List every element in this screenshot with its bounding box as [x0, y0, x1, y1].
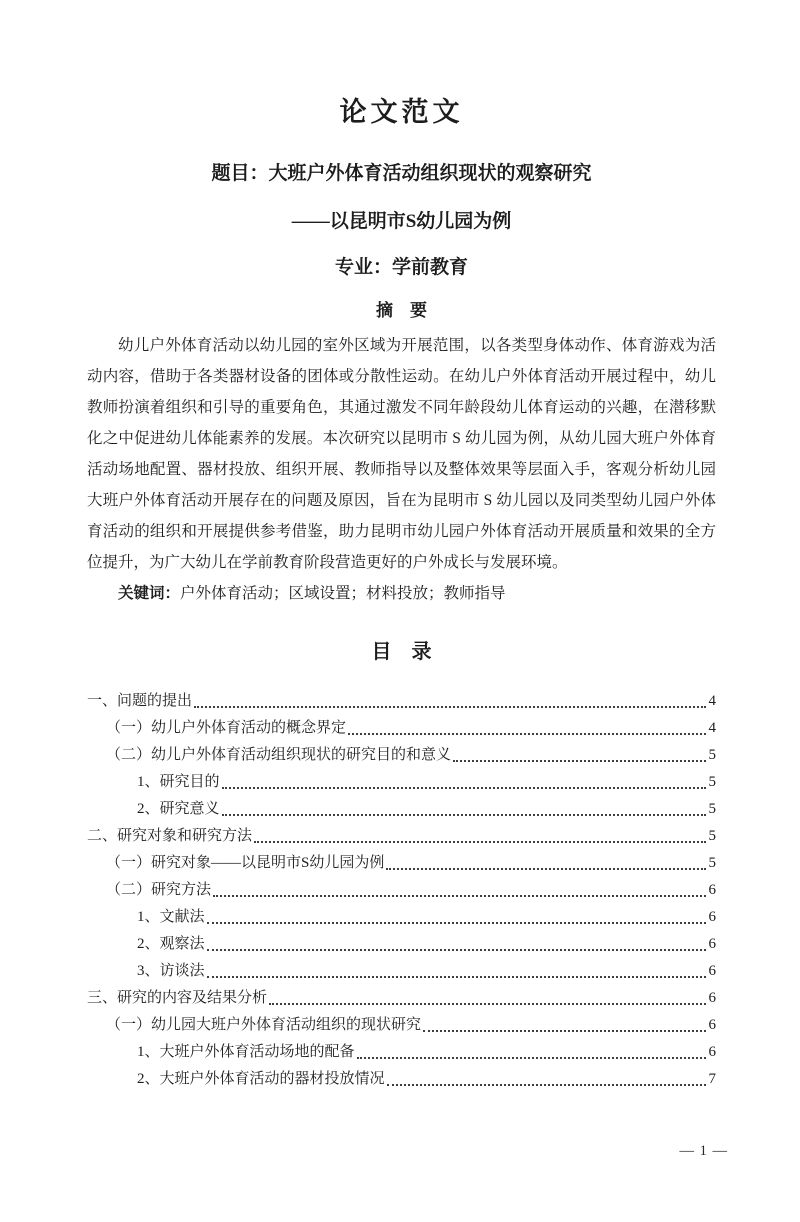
toc-entry-label: 二、研究对象和研究方法	[87, 828, 253, 844]
toc-entry-label: 三、研究的内容及结果分析	[87, 990, 268, 1006]
toc-entry[interactable]	[87, 1039, 716, 1066]
toc-entry-page: 6	[708, 936, 716, 952]
toc-entry-label: 2、观察法	[137, 936, 205, 952]
toc-entry-label: （二）研究方法	[106, 882, 212, 898]
document-title: 论文范文	[339, 97, 464, 127]
toc-dot-leader	[254, 841, 705, 843]
toc-entry-page: 5	[708, 747, 716, 763]
page-number: — 1 —	[679, 1143, 728, 1159]
toc-entry-label: （一）幼儿园大班户外体育活动组织的现状研究	[106, 1017, 422, 1033]
toc-dot-leader	[194, 706, 705, 708]
toc-entry-page: 6	[708, 990, 716, 1006]
toc-entry-label: （二）幼儿户外体育活动组织现状的研究目的和意义	[106, 747, 452, 763]
toc-entry[interactable]	[87, 769, 716, 796]
keywords-label: 关键词：	[118, 585, 181, 602]
toc-entry[interactable]	[87, 958, 716, 985]
toc-entry-page: 5	[708, 828, 716, 844]
toc-entry-label: 1、文献法	[137, 909, 205, 925]
toc-entry-page: 6	[708, 1017, 716, 1033]
toc-entry-page: 6	[708, 1044, 716, 1060]
toc-dot-leader	[222, 814, 706, 816]
toc-entry-page: 5	[708, 801, 716, 817]
thesis-subtopic-line: ——以昆明市S幼儿园为例	[291, 211, 512, 232]
abstract-paragraph: 幼儿户外体育活动以幼儿园的室外区域为开展范围，以各类型身体动作、体育游戏为活动内容，借助于各类器材设备的团体或分散性运动。在幼儿户外体育活动开展过程中，幼儿教师扮演着组织和引导的重要角色，其通过激发不同年龄段幼儿体育运动的兴趣，在潜移默化之中促进幼儿体能素养的发展。本次研究以昆明市 S 幼儿园为例，从幼儿园大班户外体育活动场地配置、器材投放、组织开展、教师指导以及整体效果等层面入手，客观分析幼儿园大班户外体育活动开展存在的问题及原因，旨在为昆明市 S 幼儿园以及同类型幼儿园户外体育活动的组织和开展提供参考借鉴，助力昆明市幼儿园户外体育活动开展质量和效果的全方位提升，为广大幼儿在学前教育阶段营造更好的户外成长与发展环境。	[87, 337, 716, 571]
toc-entry[interactable]	[87, 715, 716, 742]
toc-dot-leader	[207, 922, 706, 924]
toc-list	[87, 688, 716, 1093]
toc-entry-page: 5	[708, 774, 716, 790]
toc-entry[interactable]	[87, 931, 716, 958]
toc-entry-label: 1、大班户外体育活动场地的配备	[137, 1044, 355, 1060]
toc-dot-leader	[213, 895, 705, 897]
toc-entry-label: 2、大班户外体育活动的器材投放情况	[137, 1071, 385, 1087]
toc-entry-label: 2、研究意义	[137, 801, 220, 817]
toc-entry[interactable]	[87, 742, 716, 769]
toc-entry-page: 4	[708, 720, 716, 736]
toc-entry-page: 4	[708, 693, 716, 709]
toc-entry-label: 1、研究目的	[137, 774, 220, 790]
toc-entry[interactable]	[87, 688, 716, 715]
toc-dot-leader	[348, 733, 705, 735]
toc-dot-leader	[387, 1084, 706, 1086]
toc-dot-leader	[357, 1057, 706, 1059]
toc-entry[interactable]	[87, 985, 716, 1012]
toc-entry-page: 6	[708, 909, 716, 925]
toc-entry[interactable]	[87, 1066, 716, 1093]
toc-entry-page: 6	[708, 882, 716, 898]
toc-entry[interactable]	[87, 877, 716, 904]
toc-entry-page: 6	[708, 963, 716, 979]
toc-dot-leader	[453, 760, 705, 762]
thesis-topic-line: 题目：大班户外体育活动组织现状的观察研究	[211, 163, 592, 184]
toc-entry-label: （一）研究对象——以昆明市S幼儿园为例	[106, 855, 385, 871]
toc-dot-leader	[207, 976, 706, 978]
toc-entry[interactable]	[87, 850, 716, 877]
toc-dot-leader	[207, 949, 706, 951]
toc-dot-leader	[222, 787, 706, 789]
keywords-line	[87, 578, 716, 609]
toc-heading: 目 录	[371, 641, 432, 663]
toc-dot-leader	[386, 868, 705, 870]
keywords-text: 户外体育活动；区域设置；材料投放；教师指导	[180, 585, 506, 602]
toc-dot-leader	[423, 1030, 705, 1032]
toc-entry[interactable]	[87, 1012, 716, 1039]
toc-entry-label: 一、问题的提出	[87, 693, 193, 709]
major-line: 专业：学前教育	[334, 257, 468, 278]
toc-dot-leader	[269, 1003, 705, 1005]
toc-entry-label: （一）幼儿户外体育活动的概念界定	[106, 720, 347, 736]
toc-entry-label: 3、访谈法	[137, 963, 205, 979]
toc-entry-page: 7	[708, 1071, 716, 1087]
abstract-heading: 摘 要	[376, 301, 427, 320]
toc-entry-page: 5	[708, 855, 716, 871]
document-page	[0, 90, 800, 1222]
toc-entry[interactable]	[87, 823, 716, 850]
toc-entry[interactable]	[87, 904, 716, 931]
toc-entry[interactable]	[87, 796, 716, 823]
